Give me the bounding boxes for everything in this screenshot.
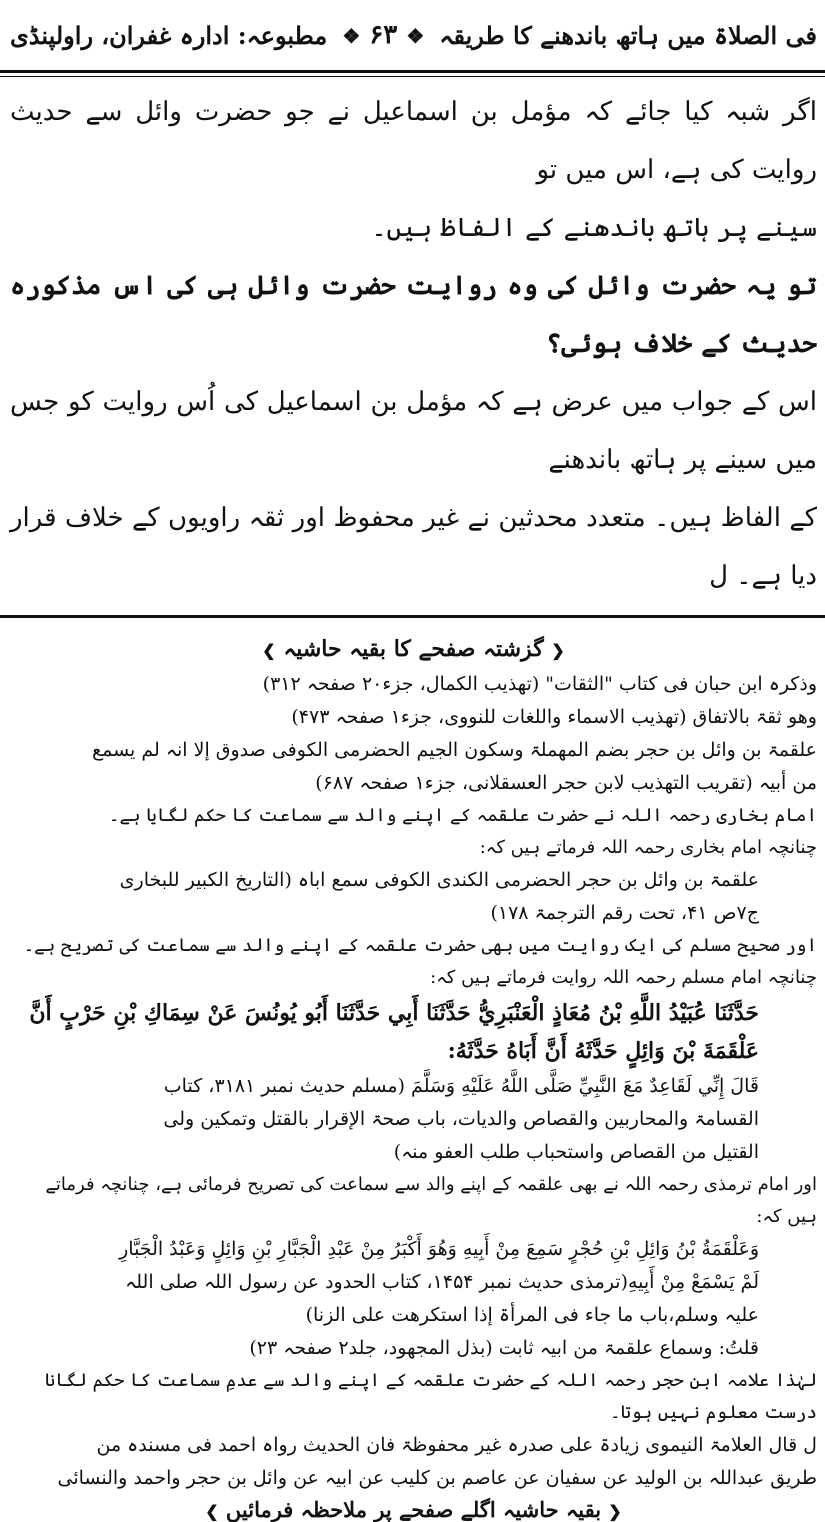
footnote-line: وذکرہ ابن حبان فی کتاب "الثقات" (تھذیب الکمال، جزء۲۰ صفحہ ۳۱۲) [262, 673, 817, 695]
main-paragraph: اس کے جواب میں عرض ہے کہ مؤمل بن اسماعیل کی اُس روایت کو جس میں سینے پر ہاتھ باندھنے [10, 387, 817, 475]
main-text [10, 83, 817, 605]
main-paragraph: سینے پر ہاتھ باندھنے کے الفاظ ہیں۔ [371, 213, 817, 243]
footnote-heading [10, 636, 817, 662]
footnote-line: قَالَ إِنِّي لَقَاعِدٌ مَعَ النَّبِيِّ صَلَّى اللَّهُ عَلَيْهِ وَسَلَّمَ (مسلم حدیث نمبر ۳۱۸۱، کتاب [163, 1075, 759, 1097]
footnote-line: حَدَّثَنَا عُبَيْدُ اللَّهِ بْنُ مُعَاذٍ الْعَنْبَرِيُّ حَدَّثَنَا أَبِي حَدَّثَنَا أَبُو يُونُسَ عَنْ سِمَاكِ بْنِ حَرْبٍ أَنَّ [29, 1000, 759, 1026]
footnote-line: علیہ وسلم،باب ما جاء فی المرأۃ إذا استکرھت علی الزنا) [305, 1304, 759, 1326]
footnote-heading-text: گزشتہ صفحے کا بقیہ حاشیہ [283, 636, 544, 662]
chapter-title: فی الصلاۃ میں ہاتھ باندھنے کا طریقہ [439, 20, 817, 50]
footnote-line: اور امام ترمذی رحمہ اللہ نے بھی علقمہ کے اپنے والد سے سماعت کی تصریح فرمائی ہے، چنانچہ فرماتے ہیں کہ: [45, 1174, 817, 1227]
footnote-line: علقمۃ بن وائل بن حجر بضم المھملۃ وسکون الجیم الحضرمی الکوفی صدوق إلا انہ لم یسمع [92, 739, 817, 761]
publisher-label: مطبوعہ: ادارہ غفران، راولپنڈی [10, 20, 328, 50]
main-paragraph: اگر شبہ کیا جائے کہ مؤمل بن اسماعیل نے جو حضرت وائل سے حدیث روایت کی ہے، اس میں تو [10, 97, 817, 185]
footnote-line: من أبیہ (تقریب التھذیب لابن حجر العسقلانی، جزء۱ صفحہ ۶۸۷) [315, 772, 817, 794]
footnote-line: امام بخاری رحمہ اللہ نے حضرت علقمہ کے اپنے والد سے سماعت کا حکم لگایا ہے۔ [108, 805, 817, 826]
footnote-line: عَلْقَمَةَ بْنَ وَائِلٍ حَدَّثَهُ أَنَّ أَبَاهُ حَدَّثَهُ: [447, 1038, 759, 1064]
footnote-line: وھو ثقۃ بالاتفاق (تھذیب الاسماء واللغات للنووی، جزء۱ صفحہ ۴۷۳) [291, 706, 817, 728]
header-rule [0, 70, 825, 73]
footnote-line: چنانچہ امام بخاری رحمہ اللہ فرماتے ہیں کہ: [479, 837, 817, 858]
footnote-line: القتیل من القصاص واستحباب طلب العفو منہ) [393, 1141, 759, 1163]
footnote-line: اور صحیح مسلم کی ایک روایت میں بھی حضرت علقمہ کے اپنے والد سے سماعت کی تصریح ہے۔ [23, 935, 817, 956]
continuation-note [10, 1497, 817, 1522]
ornament-left-icon: ❖ [342, 24, 361, 48]
footnote-line: طریق عبداللہ بن الولید عن سفیان عن عاصم بن کلیب عن ابیہ عن وائل بن حجر واحمد والنسائی [57, 1467, 817, 1489]
footnote-line: لَمْ يَسْمَعْ مِنْ أَبِيهِ(ترمذی حدیث نمبر ۱۴۵۴، کتاب الحدود عن رسول اللہ صلی اللہ [125, 1271, 759, 1293]
footnote-line: علقمۃ بن وائل بن حجر الحضرمی الکندی الکوفی سمع اباہ (التاریخ الکبیر للبخاری [119, 869, 759, 891]
ornament-right-icon: ❖ [406, 24, 425, 48]
main-paragraph: کے الفاظ ہیں۔ متعدد محدثین نے غیر محفوظ اور ثقہ راویوں کے خلاف قرار دیا ہے۔ ل [10, 503, 817, 591]
ornament-icon: ❮ [551, 641, 565, 660]
question-paragraph: تو یہ حضرت وائل کی وہ روایت حضرت وائل ہی کی اس مذکورہ حدیث کے خلاف ہوئی؟ [10, 271, 817, 359]
ornament-icon: ❮ [608, 1502, 622, 1521]
ornament-icon: ❯ [262, 641, 276, 660]
footnote-divider [0, 615, 825, 618]
footnote-line: چنانچہ امام مسلم رحمہ اللہ روایت فرماتے ہیں کہ: [430, 967, 817, 988]
header-rule-thin [0, 76, 825, 77]
page-header [10, 0, 817, 70]
continuation-text: بقیہ حاشیہ اگلے صفحے پر ملاحظہ فرمائیں [225, 1497, 602, 1522]
footnote-line: القسامۃ والمحاربین والقصاص والدیات، باب صحۃ الإقرار بالقتل وتمکین ولی [163, 1108, 759, 1130]
footnote-line: لہٰذا علامہ ابن حجر رحمہ اللہ کے حضرت علقمہ کے اپنے والد سے عدمِ سماعت کا حکم لگانا درست معلوم نہیں ہوتا۔ [44, 1370, 817, 1423]
footnote-line: ج۷ص ۴۱، تحت رقم الترجمۃ ۱۷۸) [490, 902, 759, 924]
footnote-line: قلتُ: وسماع علقمۃ من ابیہ ثابت (بذل المجھود، جلد۲ صفحہ ۲۳) [249, 1337, 759, 1359]
footnote-line: وَعَلْقَمَةُ بْنُ وَائِلِ بْنِ حُجْرٍ سَمِعَ مِنْ أَبِيهِ وَهُوَ أَكْبَرُ مِنْ عَبْدِ الْجَبَّارِ بْنِ وَائِلٍ وَعَبْدُ الْجَبَّارِ [119, 1238, 759, 1260]
page-number-value: ۶۳ [369, 20, 398, 50]
footnotes [10, 668, 817, 1495]
ornament-icon: ❯ [205, 1502, 219, 1521]
footnote-line: ل قال العلامۃ النیموی زیادۃ علی صدرہ غیر محفوظۃ فان الحدیث رواہ احمد فی مسندہ من [96, 1434, 817, 1456]
page-number [342, 20, 424, 50]
